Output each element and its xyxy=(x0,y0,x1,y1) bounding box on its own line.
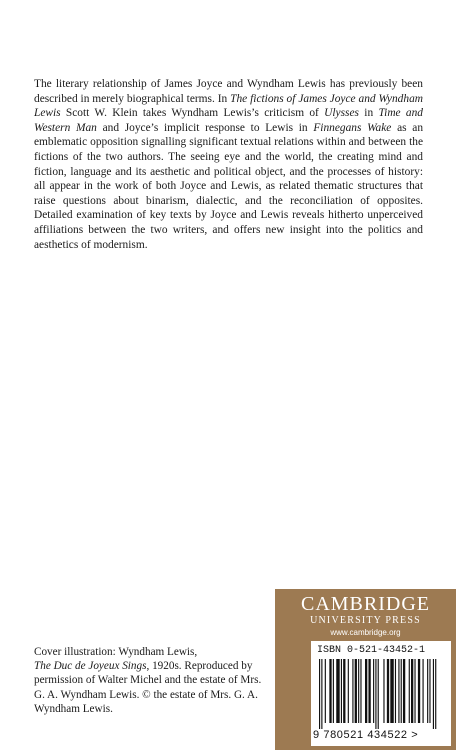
blurb-text: The literary relationship of James Joyce and Wyndham Lewis has previously been described in merely biographical terms. In xyxy=(34,78,423,105)
artwork-title: The Duc de Joyeux Sings xyxy=(34,660,147,673)
barcode-bar xyxy=(423,659,424,723)
publisher-logo-name: CAMBRIDGE xyxy=(300,593,430,615)
blurb-text: Scott W. Klein takes Wyndham Lewis’s criticism of xyxy=(60,107,325,120)
barcode-box xyxy=(311,641,451,746)
barcode-bar xyxy=(329,659,331,723)
barcode-bar xyxy=(319,659,320,729)
barcode-bar xyxy=(403,659,405,723)
barcode-bar xyxy=(401,659,402,723)
barcode-bar xyxy=(390,659,393,723)
barcode-bar xyxy=(358,659,359,723)
barcode-bar xyxy=(387,659,389,723)
work-title-time-and-western-man: Time and Western Man xyxy=(34,107,423,134)
barcode-bar xyxy=(395,659,396,723)
book-title: The fictions of James Joyce and Wyndham Lewis xyxy=(34,92,423,120)
cover-illustration-credit xyxy=(34,645,274,716)
publisher-panel xyxy=(275,589,456,750)
barcode-bar xyxy=(409,659,410,723)
barcode-bar xyxy=(336,659,339,723)
credit-text: , 1920s. Reproduced by permission of Walter Michel and the estate of Mrs. G. A. Wyndham Lewis. © the estate of Mrs. G. A. Wyndham Lewis. xyxy=(34,660,262,715)
barcode-bar xyxy=(360,659,361,723)
barcode-bar xyxy=(333,659,334,723)
barcode-bar xyxy=(321,659,322,729)
barcode-bar xyxy=(398,659,399,723)
blurb-text: and Joyce’s implicit response to Lewis in xyxy=(96,121,314,134)
publisher-url: www.cambridge.org xyxy=(330,628,401,637)
barcode-bar xyxy=(365,659,367,723)
publisher-subtitle: UNIVERSITY PRESS xyxy=(310,615,421,626)
work-title-finnegans-wake: Finnegans Wake xyxy=(313,121,392,134)
back-cover-blurb xyxy=(34,77,423,252)
work-title-ulysses: Ulysses xyxy=(324,107,359,120)
barcode-bar xyxy=(433,659,434,729)
barcode-bar xyxy=(343,659,345,723)
barcode-bar xyxy=(348,659,349,723)
barcode-bar xyxy=(368,659,370,723)
barcode-bar xyxy=(435,659,436,729)
barcode-bar xyxy=(427,659,428,723)
barcode-bar xyxy=(341,659,342,723)
barcode-bar xyxy=(429,659,430,723)
isbn-label: ISBN 0-521-43452-1 xyxy=(317,645,426,656)
barcode-bar xyxy=(352,659,353,723)
barcode-bar xyxy=(325,659,326,723)
barcode-bar xyxy=(355,659,357,723)
credit-line: Cover illustration: Wyndham Lewis, xyxy=(34,646,198,658)
barcode-bar xyxy=(378,659,379,729)
barcode-bar xyxy=(373,659,374,723)
barcode-icon xyxy=(317,659,445,729)
blurb-text: as an emblematic opposition signalling significant textual relations within and between the fictions of the two authors. The seeing eye and the world, the creating mind and fiction, language and its aesthetic and political object, and the processes of history: all appear in the work of both Joyce and Lewis, as related thematic structures that raise questions about binarism, dialectic, and the reconciliation of opposites. Detailed examination of key texts by Joyce and Lewis reveals hitherto unperceived affiliations between the two writers, and offers new insight into the politics and aesthetics of modernism. xyxy=(34,121,424,251)
barcode-digits: 9 780521 434522 > xyxy=(313,729,419,741)
barcode-bar xyxy=(375,659,376,729)
barcode-bar xyxy=(411,659,413,723)
blurb-text: in xyxy=(358,107,379,120)
barcode-bar xyxy=(414,659,415,723)
barcode-bar xyxy=(418,659,420,723)
barcode-bar xyxy=(383,659,384,723)
